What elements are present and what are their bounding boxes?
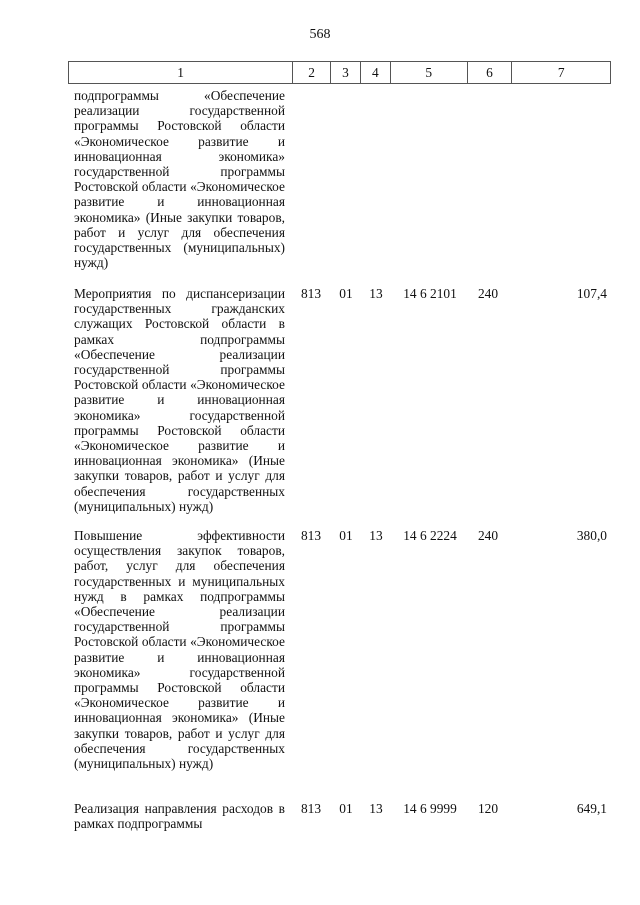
row-2-description: Повышение эффективности осуществления закупок товаров, работ, услуг для обеспечения государственных и муниципальных нужд в рамках подпрограммы «Обеспечение реализации государственной программы Ростовской области «Экономическое развитие и инновационная экономика» государственной программы Ростовской области «Экономическое развитие и инновационная экономика» (Иные закупки товаров, работ и услуг для обеспечения государственных (муниципальных) нужд)	[74, 528, 285, 772]
row-3-col-7: 649,1	[576, 801, 607, 816]
row-0-description: подпрограммы «Обеспечение реализации государственной программы Ростовской области «Экономическое развитие и инновационная экономика» государственной программы Ростовской области «Экономическое развитие и инновационная экономика» (Иные закупки товаров, работ и услуг для обеспечения государственных (муниципальных) нужд)	[74, 88, 285, 271]
row-3-col-4: 13	[369, 801, 383, 816]
row-2-col-5: 14 6 2224	[403, 528, 457, 543]
row-3-col-5: 14 6 9999	[403, 801, 457, 816]
row-3-col-2: 813	[300, 801, 322, 816]
row-2-col-7: 380,0	[576, 528, 607, 543]
header-col-4: 4	[361, 62, 391, 83]
row-3-col-6: 120	[477, 801, 499, 816]
row-2-col-6: 240	[477, 528, 499, 543]
row-1-col-7: 107,4	[576, 286, 607, 301]
row-1-col-5: 14 6 2101	[403, 286, 457, 301]
row-3-col-3: 01	[339, 801, 353, 816]
row-1-col-6: 240	[477, 286, 499, 301]
row-3-description: Реализация направления расходов в рамках подпрограммы	[74, 801, 285, 832]
header-col-5: 5	[391, 62, 468, 83]
row-1-col-2: 813	[300, 286, 322, 301]
header-col-2: 2	[293, 62, 331, 83]
row-2-col-4: 13	[369, 528, 383, 543]
row-2-col-3: 01	[339, 528, 353, 543]
table-header	[68, 61, 611, 84]
header-col-3: 3	[331, 62, 361, 83]
row-1-col-3: 01	[339, 286, 353, 301]
header-col-7: 7	[557, 65, 565, 80]
row-1-description: Мероприятия по диспансеризации государственных гражданских служащих Ростовской области в рамках подпрограммы «Обеспечение реализации государственной программы Ростовской области «Экономическое развитие и инновационная экономика» государственной программы Ростовской области «Экономическое развитие и инновационная экономика» (Иные закупки товаров, работ и услуг для обеспечения государственных (муниципальных) нужд)	[74, 286, 285, 514]
row-1-col-4: 13	[369, 286, 383, 301]
header-col-6: 6	[468, 62, 513, 83]
row-2-col-2: 813	[300, 528, 322, 543]
page-number: 568	[309, 27, 331, 42]
header-col-1: 1	[69, 62, 293, 83]
